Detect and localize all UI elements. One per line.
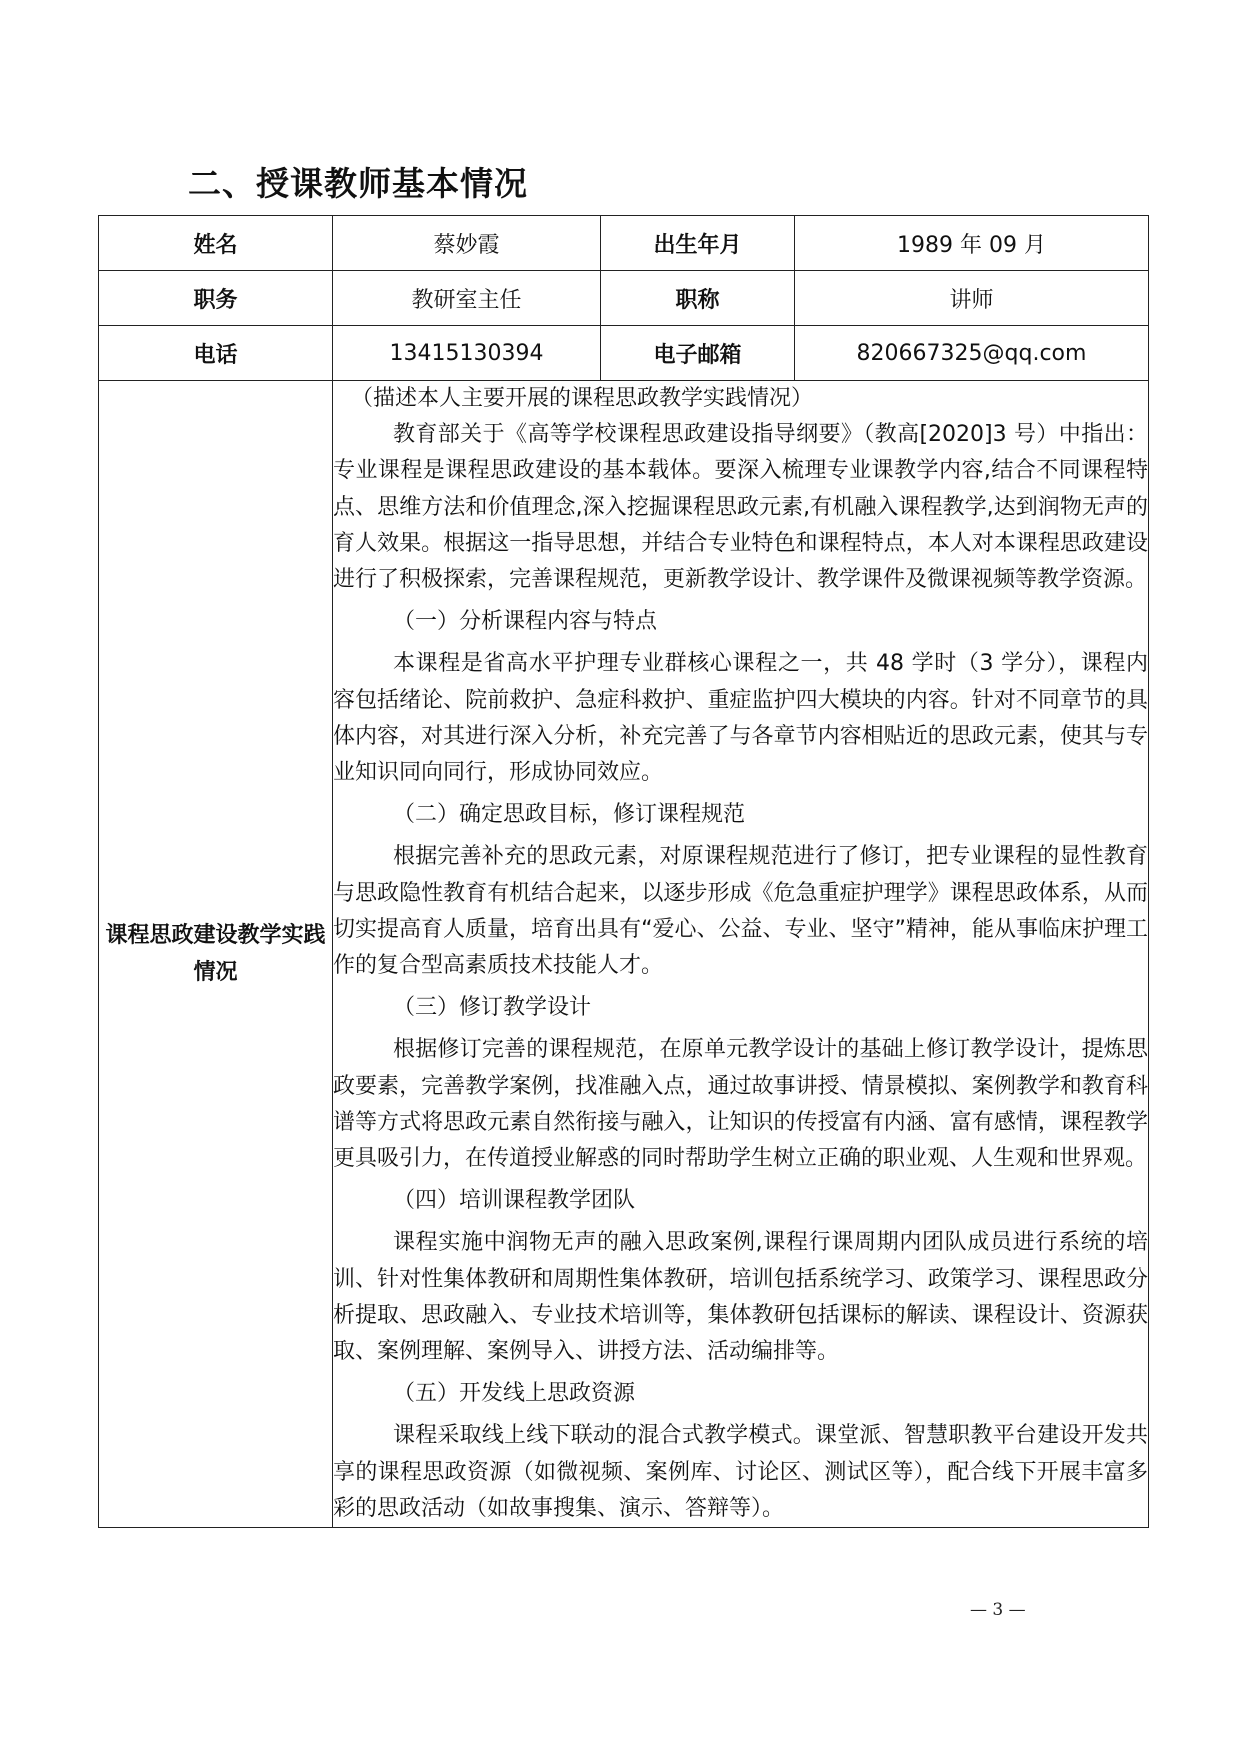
section-body: 根据完善补充的思政元素，对原课程规范进行了修订，把专业课程的显性教育与思政隐性教育有机结合起来，以逐步形成《危急重症护理学》课程思政体系，从而切实提高育人质量，培育出具有“爱心、公益、专业、坚守”精神，能从事临床护理工作的复合型高素质技术技能人才。 — [333, 844, 1148, 979]
page-number: — 3 — — [970, 1600, 1026, 1620]
section-body: 课程实施中润物无声的融入思政案例,课程行课周期内团队成员进行系统的培训、针对性集体教研和周期性集体教研，培训包括系统学习、政策学习、课程思政分析提取、思政融入、专业技术培训等，集体教研包括课标的解读、课程设计、资源获取、案例理解、案例导入、讲授方法、活动编排等。 — [333, 1230, 1148, 1365]
table-row — [99, 216, 1149, 271]
section-title: 二、授课教师基本情况 — [188, 164, 528, 203]
section-heading: （三）修订教学设计 — [393, 995, 592, 1021]
table-row — [99, 326, 1149, 381]
section-body: 本课程是省高水平护理专业群核心课程之一，共 48 学时（3 学分），课程内容包括绪论、院前救护、急症科救护、重症监护四大模块的内容。针对不同章节的具体内容，对其进行深入分析，补充完善了与各章节内容相贴近的思政元素，使其与专业知识同向同行，形成协同效应。 — [333, 651, 1148, 786]
birth-value: 1989 年 09 月 — [795, 216, 1149, 271]
title-label: 职称 — [601, 271, 795, 326]
practice-content — [333, 381, 1149, 1528]
name-value: 蔡妙霞 — [333, 216, 601, 271]
position-label: 职务 — [99, 271, 333, 326]
email-label: 电子邮箱 — [601, 326, 795, 381]
section-body: 课程采取线上线下联动的混合式教学模式。课堂派、智慧职教平台建设开发共享的课程思政资源（如微视频、案例库、讨论区、测试区等），配合线下开展丰富多彩的思政活动（如故事搜集、演示、答辩等）。 — [333, 1423, 1148, 1521]
section-heading: （四）培训课程教学团队 — [393, 1188, 636, 1214]
practice-intro: 教育部关于《高等学校课程思政建设指导纲要》（教高[2020]3 号）中指出：专业课程是课程思政建设的基本载体。要深入梳理专业课教学内容,结合不同课程特点、思维方法和价值理念,深入挖掘课程思政元素,有机融入课程教学,达到润物无声的育人效果。根据这一指导思想，并结合专业特色和课程特点，本人对本课程思政建设进行了积极探索，完善课程规范，更新教学设计、教学课件及微课视频等教学资源。 — [333, 422, 1148, 593]
section-body: 根据修订完善的课程规范，在原单元教学设计的基础上修订教学设计，提炼思政要素，完善教学案例，找准融入点，通过故事讲授、情景模拟、案例教学和教育科谱等方式将思政元素自然衔接与融入，让知识的传授富有内涵、富有感情，课程教学更具吸引力，在传道授业解惑的同时帮助学生树立正确的职业观、人生观和世界观。 — [333, 1037, 1148, 1172]
table-row — [99, 271, 1149, 326]
phone-label: 电话 — [99, 326, 333, 381]
name-label: 姓名 — [99, 216, 333, 271]
position-value: 教研室主任 — [333, 271, 601, 326]
table-row — [99, 381, 1149, 1528]
title-value: 讲师 — [795, 271, 1149, 326]
teacher-info-table — [98, 215, 1149, 1528]
birth-label: 出生年月 — [601, 216, 795, 271]
practice-label: 课程思政建设教学实践情况 — [99, 381, 333, 1528]
section-heading: （二）确定思政目标，修订课程规范 — [393, 802, 746, 828]
section-heading: （五）开发线上思政资源 — [393, 1381, 636, 1407]
section-heading: （一）分析课程内容与特点 — [393, 609, 658, 635]
phone-value: 13415130394 — [333, 326, 601, 381]
email-value: 820667325@qq.com — [795, 326, 1149, 381]
practice-note: （描述本人主要开展的课程思政教学实践情况） — [351, 386, 814, 411]
